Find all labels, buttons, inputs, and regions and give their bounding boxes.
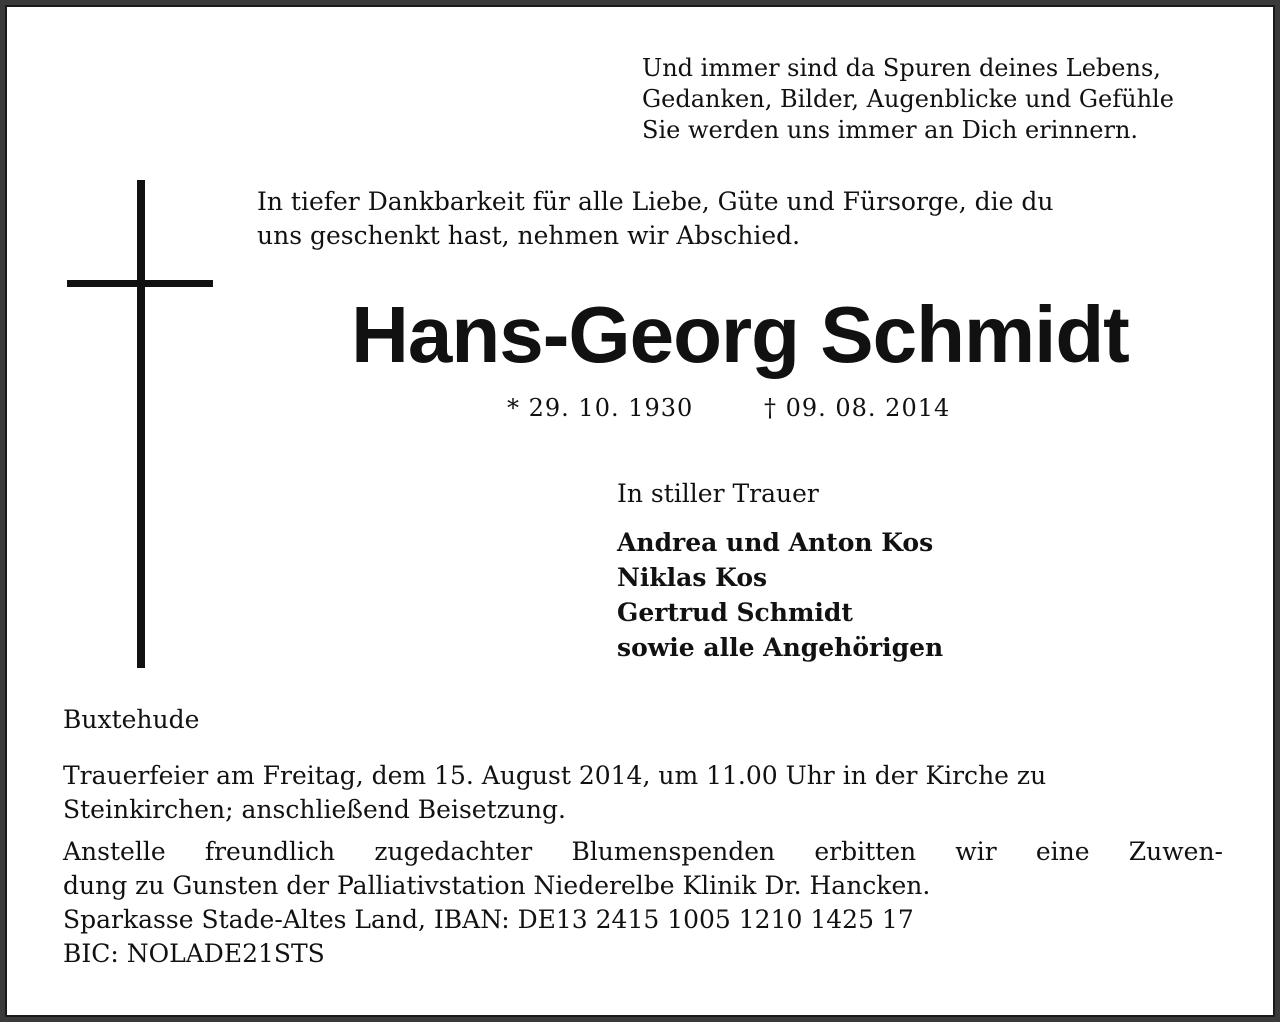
farewell-intro — [257, 185, 1221, 253]
donation-info — [63, 835, 1223, 971]
donation-line-2: dung zu Gunsten der Palliativstation Niederelbe Klinik Dr. Hancken. — [63, 871, 931, 900]
mourning-label: In stiller Trauer — [617, 479, 819, 508]
funeral-info — [63, 759, 1223, 827]
birth-date: * 29. 10. 1930 — [507, 394, 694, 422]
place-name: Buxtehude — [63, 705, 200, 734]
mourners-list — [617, 525, 943, 665]
intro-line-2: uns geschenkt hast, nehmen wir Abschied. — [257, 221, 801, 250]
bic-code: BIC: NOLADE21STS — [63, 939, 325, 968]
poem-line-3: Sie werden uns immer an Dich erinnern. — [642, 116, 1139, 144]
memorial-poem — [642, 53, 1174, 146]
cross-vertical-bar — [137, 180, 145, 668]
donation-line-1: Anstelle freundlich zugedachter Blumenspenden erbitten wir eine Zuwen- — [63, 837, 1223, 866]
funeral-line-1: Trauerfeier am Freitag, dem 15. August 2014, um 11.00 Uhr in der Kirche zu — [63, 761, 1047, 790]
poem-line-2: Gedanken, Bilder, Augenblicke und Gefühle — [642, 85, 1174, 113]
obituary-notice — [5, 5, 1275, 1017]
cross-horizontal-bar — [67, 280, 213, 287]
mourner-name: Gertrud Schmidt — [617, 598, 853, 627]
intro-line-1: In tiefer Dankbarkeit für alle Liebe, Güte und Fürsorge, die du — [257, 187, 1054, 216]
funeral-line-2: Steinkirchen; anschließend Beisetzung. — [63, 795, 566, 824]
bank-details: Sparkasse Stade-Altes Land, IBAN: DE13 2415 1005 1210 1425 17 — [63, 905, 914, 934]
death-date: † 09. 08. 2014 — [763, 394, 951, 422]
poem-line-1: Und immer sind da Spuren deines Lebens, — [642, 54, 1161, 82]
mourner-name: Andrea und Anton Kos — [617, 528, 934, 557]
mourner-name: sowie alle Angehörigen — [617, 633, 944, 662]
deceased-name: Hans-Georg Schmidt — [351, 290, 1129, 379]
mourner-name: Niklas Kos — [617, 563, 768, 592]
life-dates — [507, 392, 950, 424]
cross-icon — [67, 180, 213, 668]
